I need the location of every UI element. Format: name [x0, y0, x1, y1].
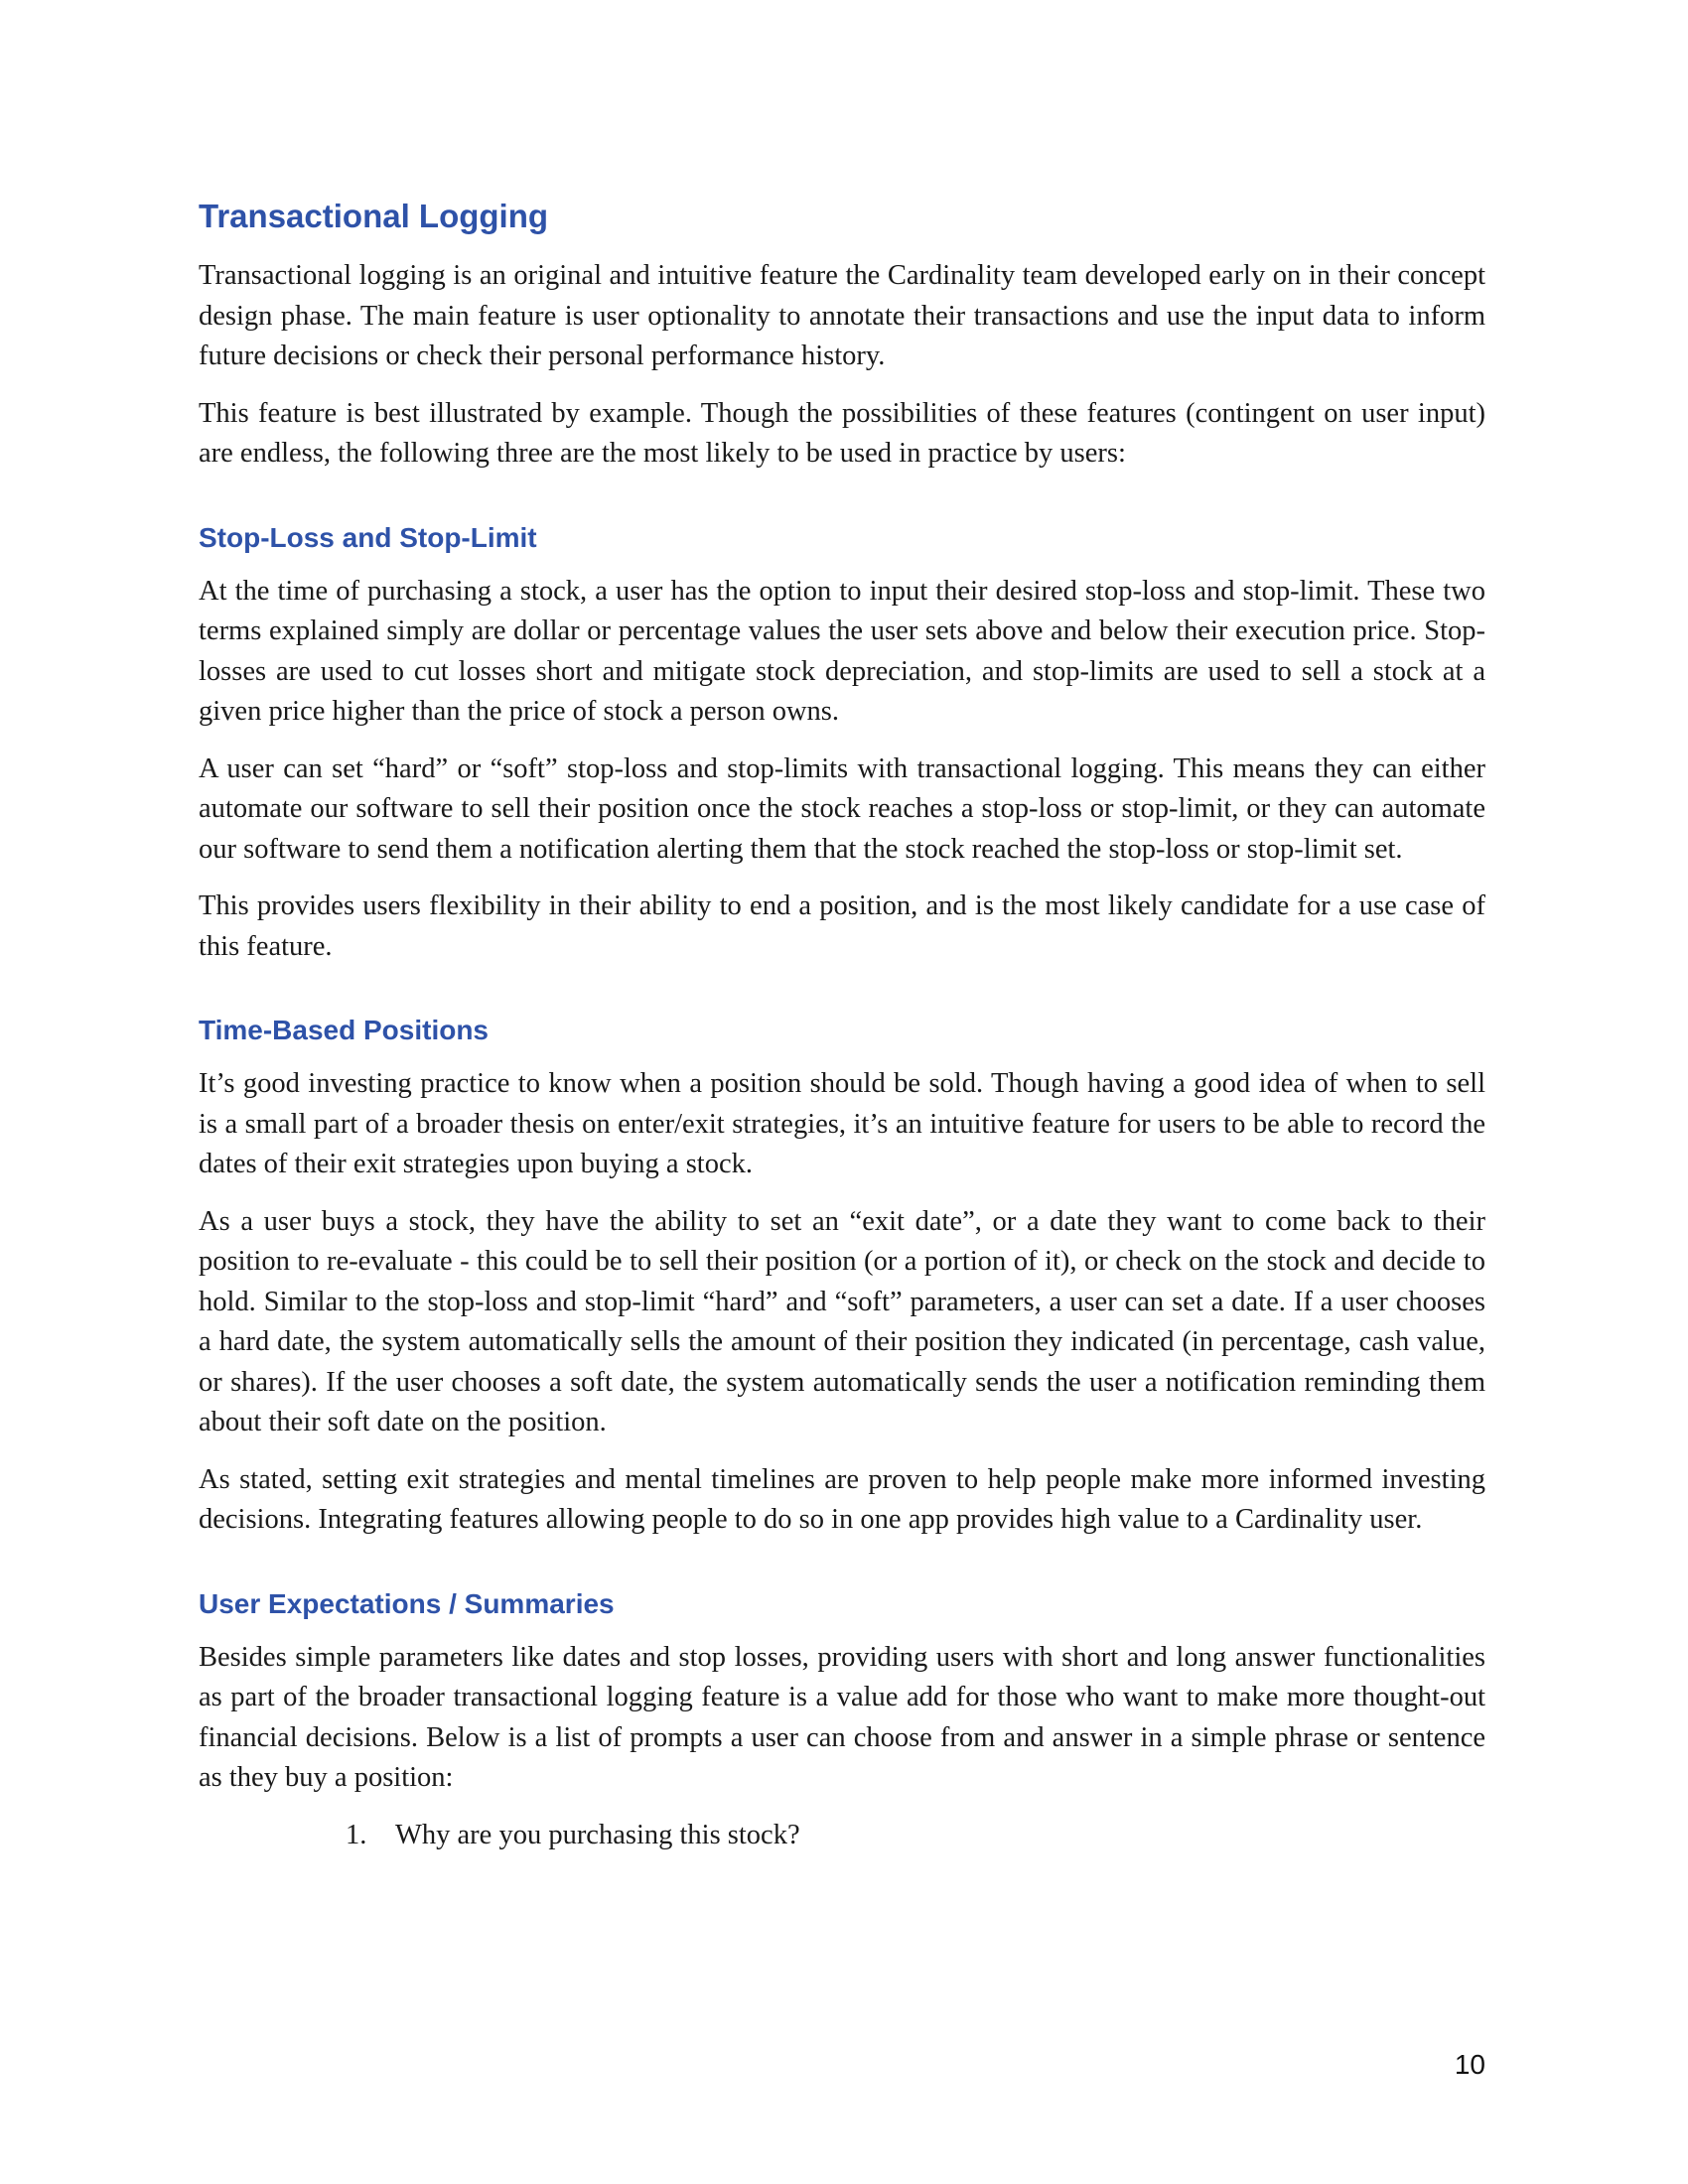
section-title: Transactional Logging [199, 198, 549, 234]
list-item-number: 1. [346, 1819, 367, 1850]
subsection-title-user-expectations: User Expectations / Summaries [199, 1587, 615, 1619]
page-number: 10 [1454, 2049, 1485, 2080]
time-based-paragraph-3: As stated, setting exit strategies and mental timelines are proven to help people make more informed investing decisions. Integrating features allowing people to do so in one app provides high value to a Cardinality user. [199, 1463, 1485, 1535]
user-expectations-paragraph-1: Besides simple parameters like dates and stop losses, providing users with short and long answer functionalities as part of the broader transactional logging feature is a value add for those who want to make more thought-out financial decisions. Below is a list of prompts a user can choose from and answer in a simple phrase or sentence as they buy a position: [199, 1641, 1485, 1793]
subsection-title-time-based: Time-Based Positions [199, 1015, 490, 1045]
list-item-text: Why are you purchasing this stock? [395, 1819, 800, 1850]
intro-paragraph-2: This feature is best illustrated by example. Though the possibilities of these features (contingent on user input) are endless, the following three are the most likely to be used in practice by users: [199, 397, 1485, 469]
stop-loss-paragraph-3: This provides users flexibility in their ability to end a position, and is the most likely candidate for a use case of this feature. [199, 890, 1485, 962]
page-content [199, 195, 1485, 1855]
stop-loss-paragraph-1: At the time of purchasing a stock, a user has the option to input their desired stop-loss and stop-limit. These two terms explained simply are dollar or percentage values the user sets above and below their execution price. Stop-losses are used to cut losses short and mitigate stock depreciation, and stop-limits are used to sell a stock at a given price higher than the price of stock a person owns. [199, 575, 1485, 727]
time-based-paragraph-2: As a user buys a stock, they have the ability to set an “exit date”, or a date they want to come back to their position to re-evaluate - this could be to sell their position (or a portion of it), or check on the stock and decide to hold. Similar to the stop-loss and stop-limit “hard” and “soft” parameters, a user can set a date. If a user chooses a hard date, the system automatically sells the amount of their position they indicated (in percentage, cash value, or shares). If the user chooses a soft date, the system automatically sends the user a notification reminding them about their soft date on the position. [199, 1205, 1485, 1437]
time-based-paragraph-1: It’s good investing practice to know when a position should be sold. Though having a good idea of when to sell is a small part of a broader thesis on enter/exit strategies, it’s an intuitive feature for users to be able to record the dates of their exit strategies upon buying a stock. [199, 1068, 1485, 1179]
prompt-list [199, 1816, 1485, 1856]
intro-paragraph-1: Transactional logging is an original and intuitive feature the Cardinality team developed early on in their concept design phase. The main feature is user optionality to annotate their transactions and use the input data to inform future decisions or check their personal performance history. [199, 260, 1485, 371]
subsection-title-stop-loss: Stop-Loss and Stop-Limit [199, 521, 537, 553]
list-item [199, 1816, 1485, 1856]
stop-loss-paragraph-2: A user can set “hard” or “soft” stop-loss and stop-limits with transactional logging. This means they can either automate our software to sell their position once the stock reaches a stop-loss or stop-limit, or they can automate our software to send them a notification alerting them that the stock reached the stop-loss or stop-limit set. [199, 752, 1485, 865]
